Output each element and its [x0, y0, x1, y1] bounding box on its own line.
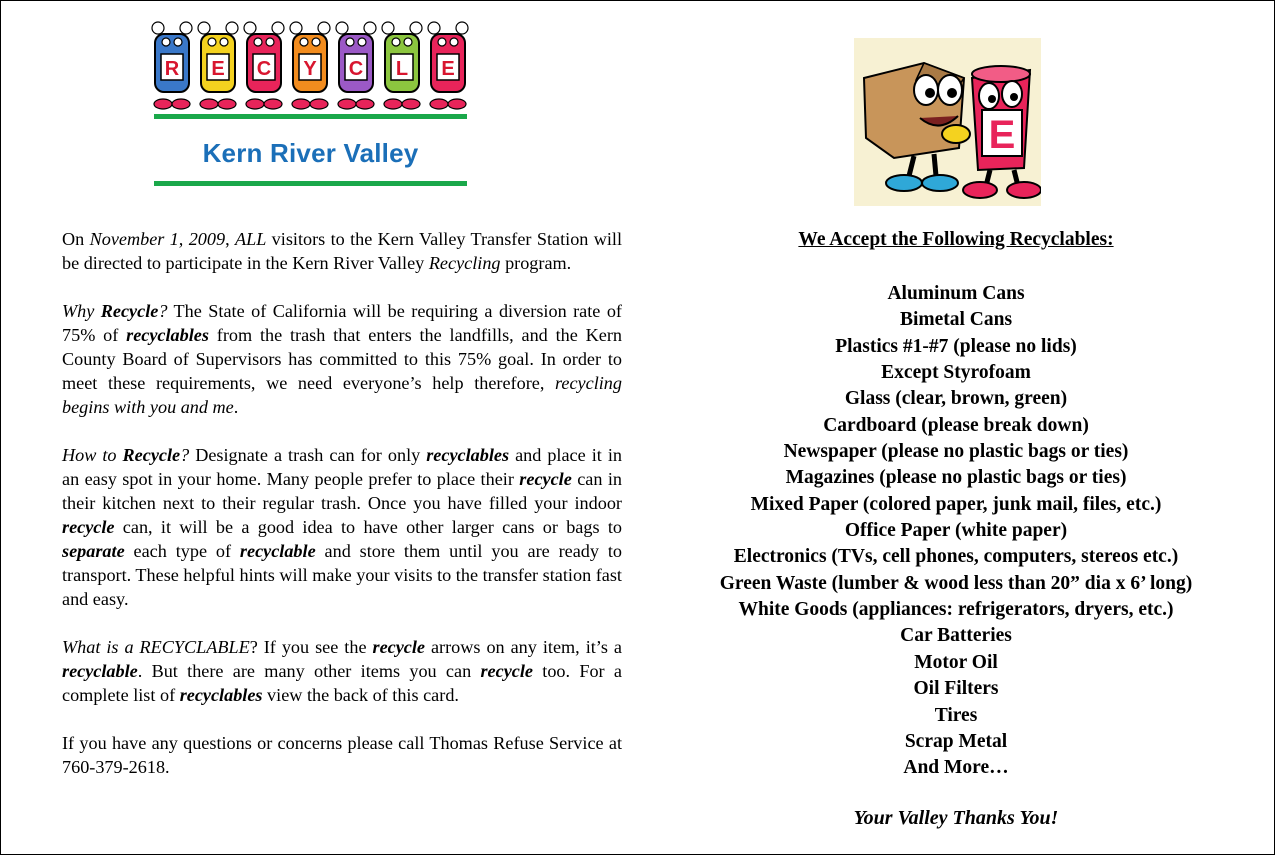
svg-text:E: E	[441, 58, 455, 80]
accepted-list-heading: We Accept the Following Recyclables:	[798, 229, 1114, 250]
why-recycle-paragraph	[62, 299, 622, 419]
text-run: . But there are many other items you can	[137, 661, 481, 681]
logo-mascot	[382, 22, 422, 109]
accepted-item: White Goods (appliances: refrigerators, dryers, etc.)	[738, 599, 1174, 621]
text-run: recyclable	[62, 661, 138, 681]
text-run: Recycling	[428, 253, 501, 273]
logo-mascot	[428, 22, 468, 109]
how-to-recycle-paragraph	[62, 443, 622, 611]
text-run: each type of	[124, 541, 240, 561]
text-run: November 1, 2009	[89, 229, 226, 249]
logo-bottom-rule	[154, 181, 467, 186]
recycle-mascots-logo	[150, 20, 472, 116]
text-run: recycle	[480, 661, 533, 681]
text-run: ?	[158, 301, 168, 321]
text-run: .	[233, 397, 239, 417]
text-run: recycle	[372, 637, 425, 657]
text-run: How to	[62, 445, 123, 465]
text-run: Why	[62, 301, 101, 321]
text-run: ? If you see the	[249, 637, 373, 657]
text-run: recycle	[519, 469, 572, 489]
intro-paragraph	[62, 227, 622, 275]
accepted-item: Bimetal Cans	[899, 309, 1013, 331]
text-run: too. For a complete list of	[62, 661, 622, 705]
accepted-item: Newspaper (please no plastic bags or ties)	[783, 441, 1129, 463]
accepted-item: Plastics #1-#7 (please no lids)	[835, 335, 1077, 357]
text-run: Designate a trash can for only	[189, 445, 427, 465]
accepted-item: Magazines (please no plastic bags or ties)	[785, 467, 1127, 489]
logo-mascot	[336, 22, 376, 109]
svg-text:R: R	[164, 58, 180, 80]
text-run: visitors to the Kern Valley Transfer Station will be directed to participate in the Kern River Valley	[62, 229, 623, 273]
text-run: Recycle	[122, 445, 181, 465]
what-is-recyclable-paragraph	[62, 635, 622, 707]
text-run: ,	[225, 229, 235, 249]
accepted-item: Except Styrofoam	[881, 362, 1031, 384]
text-run: view the back of this card.	[262, 685, 459, 705]
thanks-line: Your Valley Thanks You!	[853, 807, 1059, 829]
mascot-letter: E	[988, 113, 1016, 157]
accepted-item: Car Batteries	[900, 625, 1012, 647]
accepted-item: Oil Filters	[913, 678, 999, 700]
accepted-item: And More…	[903, 757, 1009, 779]
text-run: from the trash that enters the landfills, and the Kern County Board of Supervisors has committed to this 75% goal. In order to meet these requirements, we need everyone’s help therefore,	[62, 325, 622, 393]
svg-text:Y: Y	[303, 58, 317, 80]
logo-mascot	[198, 22, 238, 109]
text-run: If you have any questions or concerns please call Thomas Refuse Service at 760-379-2618.	[62, 733, 622, 777]
accepted-item: Motor Oil	[914, 651, 998, 673]
text-run: What is a RECYCLABLE	[62, 637, 250, 657]
accepted-item: Tires	[934, 704, 978, 726]
text-run: The State of California will be requiring a diversion rate of 75% of	[62, 301, 622, 345]
text-run: On	[62, 229, 90, 249]
text-run: program.	[500, 253, 572, 273]
text-run: ?	[180, 445, 190, 465]
text-run: Recycle	[100, 301, 159, 321]
accepted-item: Aluminum Cans	[887, 283, 1025, 304]
box-and-can-mascots-image	[854, 38, 1041, 206]
accepted-item: Cardboard (please break down)	[823, 414, 1089, 436]
text-run: and place it in an easy spot in your home. Many people prefer to place their	[62, 445, 622, 489]
accepted-item: Scrap Metal	[904, 730, 1008, 752]
text-run: can, it will be a good idea to have other larger cans or bags to	[114, 517, 622, 537]
text-run: recycle	[62, 517, 115, 537]
text-run: recyclables	[426, 445, 510, 465]
svg-text:C: C	[348, 58, 364, 80]
accepted-recyclables-list	[640, 281, 1272, 782]
svg-text:E: E	[211, 58, 225, 80]
text-run: can in their kitchen next to their regular trash. Once you have filled your indoor	[62, 469, 622, 513]
text-run: recycling begins with you and me	[62, 373, 622, 417]
text-run: and store them until you are ready to transport. These helpful hints will make your visits to the transfer station fast and easy.	[62, 541, 622, 609]
logo-mascot	[244, 22, 284, 109]
accepted-item: Green Waste (lumber & wood less than 20” dia x 6’ long)	[719, 572, 1193, 594]
accepted-item: Mixed Paper (colored paper, junk mail, files, etc.)	[750, 493, 1162, 515]
accepted-item: Glass (clear, brown, green)	[844, 388, 1068, 410]
accepted-item: Electronics (TVs, cell phones, computers, stereos etc.)	[733, 546, 1179, 568]
intro-text	[62, 227, 622, 803]
svg-text:L: L	[395, 58, 409, 80]
logo-mascot	[290, 22, 330, 109]
text-run: arrows on any item, it’s a	[425, 637, 622, 657]
logo-top-rule	[154, 114, 467, 119]
svg-text:C: C	[256, 58, 272, 80]
accepted-item: Office Paper (white paper)	[844, 520, 1068, 542]
text-run: recyclables	[179, 685, 263, 705]
text-run: recyclables	[126, 325, 209, 345]
contact-paragraph	[62, 731, 622, 779]
text-run: recyclable	[239, 541, 316, 561]
logo-title: Kern River Valley	[202, 138, 419, 168]
logo-mascot	[152, 22, 192, 109]
text-run: ALL	[234, 229, 267, 249]
text-run: separate	[62, 541, 125, 561]
